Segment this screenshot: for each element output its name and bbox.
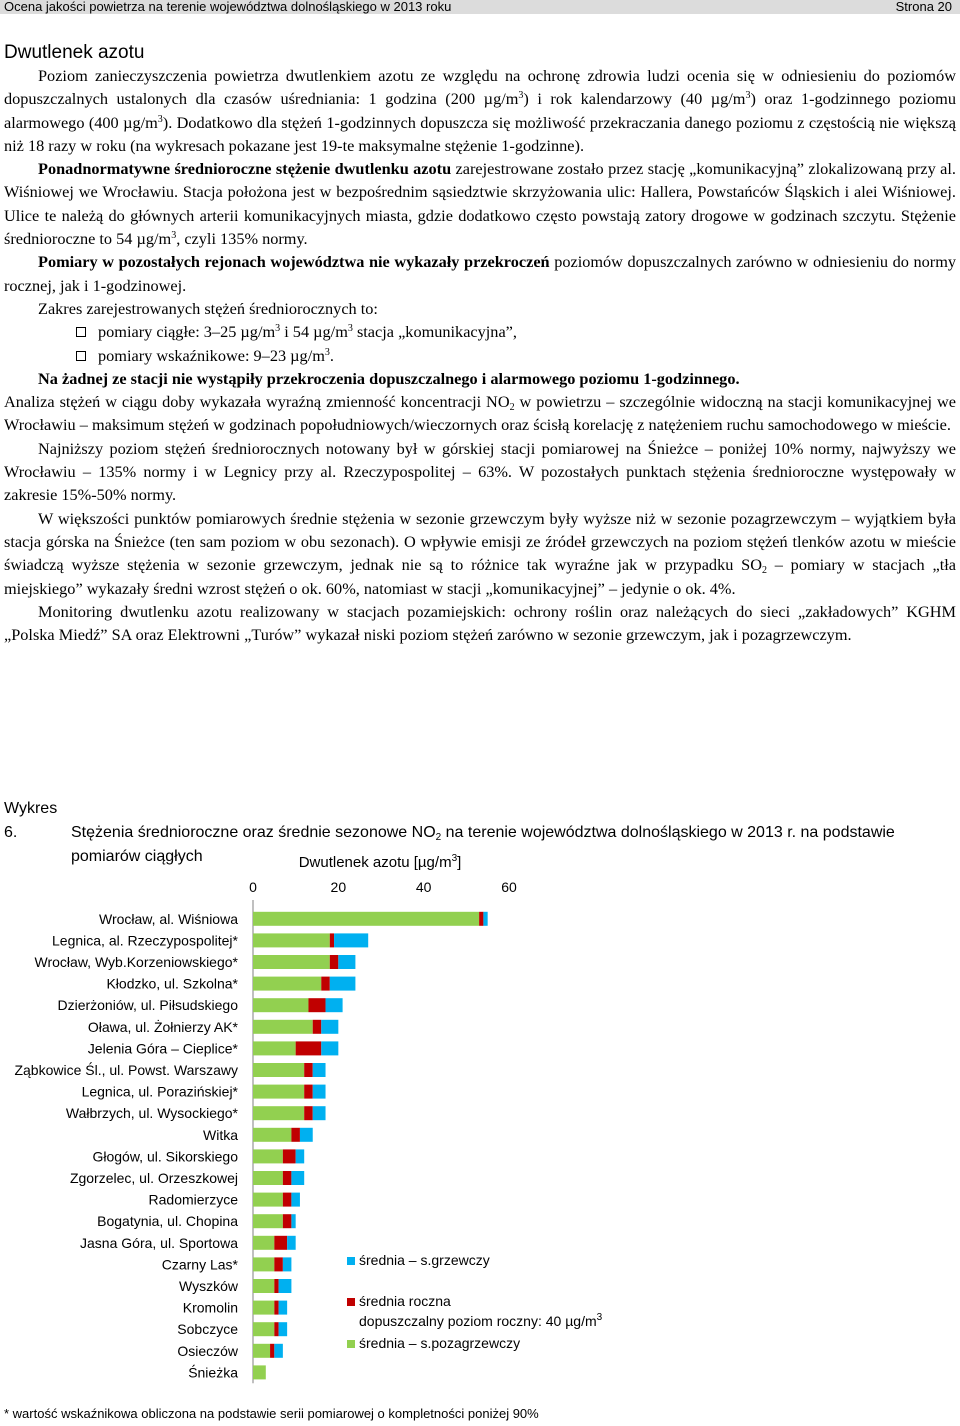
bar-pozagrzewczy [253,1085,304,1099]
legend-swatch-grzewczy [347,1257,355,1265]
paragraph: Poziom zanieczyszczenia powietrza dwutlenkiem azotu ze względu na ochronę zdrowia ludzi ocenia się w odniesieniu do poziomów dopuszczalnych ustalonych dla czasów uśredniania: 1 godzina (200 $\mu g/m^3$) i rok kalendarzowy (40 $\mu g/m^3$) oraz 1-godzinnego poziomu alarmowego (400 $\mu g/m^3$). Dodatkowo dla stężeń 1-godzinnych dopuszcza się możliwość przekraczania danego poziomu z częstością nie większą niż 18 razy w roku (na wykresach pokazane jest 19-te maksymalne stężenie 1-godzinne). [4,66,956,155]
bar-pozagrzewczy [253,1344,270,1358]
bar-roczna [274,1257,283,1271]
bar-grzewczy [300,1128,313,1142]
paragraph: Zakres zarejestrowanych stężeń średniorocznych to: [38,298,378,318]
legend-label: średnia – s.grzewczy [359,1252,490,1268]
footnote: * wartość wskaźnikowa obliczona na podstawie serii pomiarowej o kompletności poniżej 90% [4,1406,539,1421]
legend-swatch-pozagrzewczy [347,1340,355,1348]
bar-grzewczy [296,1149,305,1163]
bar-roczna [304,1085,313,1099]
bar-pozagrzewczy [253,1257,274,1271]
category-label: Kłodzko, ul. Szkolna* [106,975,238,992]
body-text [4,64,956,646]
checkbox-bullet-icon [76,351,86,361]
bar-roczna [283,1171,292,1185]
bar-pozagrzewczy [253,1063,304,1077]
paragraph: Ponadnormatywne średnioroczne stężenie dwutlenku azotu zarejestrowane zostało przez stację „komunikacyjną” zlokalizowaną przy al. Wiśniowej we Wrocławiu. Stacja położona jest w bezpośrednim sąsiedztwie skrzyżowania ulic: Hallera, Powstańców Śląskich i alei Wiśniowej. Ulice te należą do głównych arterii komunikacyjnych miasta, gdzie dodatkowo często powstają zatory drogowe w godzinach szczytu. Stężenie średnioroczne to 54 $\mu g/m^3$, czyli 135% normy. [4,159,956,249]
bar-grzewczy [313,1063,326,1077]
bar-pozagrzewczy [253,1214,283,1228]
bar-grzewczy [291,1193,300,1207]
checkbox-bullet-icon [76,327,86,337]
bar-roczna [274,1279,278,1293]
category-label: Czarny Las* [161,1256,238,1273]
bar-roczna [270,1344,274,1358]
legend-label: średnia – s.pozagrzewczy [359,1335,521,1351]
bar-grzewczy [279,1301,288,1315]
bar-pozagrzewczy [253,1041,296,1055]
figure-caption: Wykres 6. Stężenia średnioroczne oraz średnie sezonowe $NO_2$ na terenie województwa dolnośląskiego w 2013 r. na podstawie pomiarów ciągłych [4,800,895,865]
paragraph: Monitoring dwutlenku azotu realizowany w stacjach pozamiejskich: ochrony roślin oraz należących do sieci „zakładowych” KGHM „Polska Miedź” SA oraz Elektrowni „Turów” wykazał niski poziom stężeń zarówno w sezonie grzewczym, jak i pozagrzewczym. [4,601,956,645]
paragraph: Analiza stężeń w ciągu doby wykazała wyraźną zmienność koncentracji $NO_2$ w powietrzu – szczególnie widoczną na stacji komunikacyjnej we Wrocławiu – maksimum stężeń w godzinach popołudniowych/wieczornych oraz ścisłą korelację z natężeniem ruchu samochodowego w mieście. [4,392,956,435]
legend-limit-label: dopuszczalny poziom roczny: 40 $\mu g/m^3$ [359,1312,603,1329]
category-label: Legnica, ul. Porazińskiej* [81,1083,238,1100]
bar-roczna [274,1236,287,1250]
bar-grzewczy [321,1041,338,1055]
bar-grzewczy [338,955,355,969]
bar-pozagrzewczy [253,1301,274,1315]
bar-pozagrzewczy [253,977,321,991]
bar-roczna [296,1041,322,1055]
paragraph: Pomiary w pozostałych rejonach województwa nie wykazały przekroczeń poziomów dopuszczalnych zarówno w odniesieniu do normy rocznej, jak i 1-godzinowej. [4,252,956,295]
category-label: Jasna Góra, ul. Sportowa [80,1234,238,1251]
list-item: pomiary wskaźnikowe: 9–23 $\mu g/m^3$. [4,344,956,367]
list-item: pomiary ciągłe: 3–25 $\mu g/m^3$ i 54 $\mu g/m^3$ stacja „komunikacyjna”, [4,320,956,343]
paragraph: Najniższy poziom stężeń średniorocznych notowany był w górskiej stacji pomiarowej na Śnieżce – poniżej 10% normy, najwyższy we Wrocławiu – 135% normy i w Legnicy przy al. Rzeczypospolitej – 63%. W pozostałych punktach stężenia średnioroczne występowały w zakresie 15%-50% normy. [4,438,956,505]
bar-pozagrzewczy [253,1171,283,1185]
tick-label: 0 [249,879,257,895]
category-label: Wrocław, Wyb.Korzeniowskiego* [34,954,238,970]
bar-roczna [283,1214,292,1228]
no2-bar-chart [0,845,960,1400]
category-label: Bogatynia, ul. Chopina [97,1213,238,1230]
paragraph: W większości punktów pomiarowych średnie stężenia w sezonie grzewczym były wyższe niż w sezonie pozagrzewczym – wyjątkiem była stacja górska na Śnieżce (ten sam poziom w obu sezonach). O wpływie emisji ze źródeł grzewczych na poziom stężeń tlenków azotu w mieście świadczą wyższe stężenia w sezonie grzewczym, jednak nie są to różnice tak wyraźne jak w przypadku $SO_2$ – pomiary w stacjach „tła miejskiego” wykazały średni wzrost stężeń o ok. 60%, natomiast w stacji „komunikacyjnej” – jedynie o ok. 4%. [4,508,956,598]
bar-roczna [330,955,339,969]
category-label: Wyszków [179,1278,238,1294]
bar-grzewczy [287,1236,296,1250]
category-label: Legnica, al. Rzeczypospolitej* [52,932,238,949]
bar-pozagrzewczy [253,933,330,947]
bar-pozagrzewczy [253,1365,266,1379]
bar-grzewczy [321,1020,338,1034]
category-label: Zgorzelec, ul. Orzeszkowej [69,1170,238,1186]
bar-roczna [479,912,483,926]
paragraph: Na żadnej ze stacji nie wystąpiły przekroczenia dopuszczalnego i alarmowego poziomu 1-godzinnego. [38,368,740,388]
category-label: Ząbkowice Śl., ul. Powst. Warszawy [14,1062,238,1078]
bar-roczna [330,933,334,947]
bar-pozagrzewczy [253,1279,274,1293]
bar-pozagrzewczy [253,1149,283,1163]
category-label: Oława, ul. Żołnierzy AK* [87,1018,238,1035]
bar-roczna [308,998,325,1012]
section-title: Dwutlenek azotu [4,42,145,63]
category-label: Radomierzyce [148,1191,238,1208]
bar-grzewczy [283,1257,292,1271]
bar-pozagrzewczy [253,955,330,969]
bar-grzewczy [326,998,343,1012]
bar-roczna [313,1020,322,1034]
category-label: Sobczyce [177,1321,238,1338]
bar-pozagrzewczy [253,1236,274,1250]
bar-roczna [283,1193,292,1207]
legend-swatch-roczna [347,1298,355,1306]
legend-label: średnia roczna [359,1293,451,1309]
bar-roczna [304,1106,313,1120]
bar-grzewczy [334,933,368,947]
bar-roczna [304,1063,313,1077]
bar-roczna [321,977,330,991]
bar-grzewczy [483,912,487,926]
chart-title: Dwutlenek azotu $[\mu g/m^3]$ [298,853,462,871]
tick-label: 40 [415,879,432,895]
bar-pozagrzewczy [253,1128,291,1142]
bar-pozagrzewczy [253,1106,304,1120]
bar-pozagrzewczy [253,998,308,1012]
bar-roczna [291,1128,300,1142]
document-title: Ocena jakości powietrza na terenie województwa dolnośląskiego w 2013 roku [4,0,452,14]
bar-grzewczy [313,1085,326,1099]
bar-roczna [274,1322,278,1336]
category-label: Głogów, ul. Sikorskiego [92,1148,238,1165]
tick-label: 60 [501,879,517,895]
page-header [0,0,960,14]
category-label: Osieczów [177,1342,238,1359]
category-label: Jelenia Góra – Cieplice* [87,1040,238,1057]
tick-label: 20 [330,879,347,895]
bar-grzewczy [291,1171,304,1185]
bar-grzewczy [274,1344,283,1358]
category-label: Witka [203,1126,238,1143]
bar-roczna [283,1149,296,1163]
bar-grzewczy [279,1279,292,1293]
page-number: Strona 20 [895,0,952,14]
category-label: Dzierżoniów, ul. Piłsudskiego [57,997,238,1014]
bar-pozagrzewczy [253,1322,274,1336]
bar-pozagrzewczy [253,1020,313,1034]
bar-pozagrzewczy [253,1193,283,1207]
bar-grzewczy [279,1322,288,1336]
bar-grzewczy [330,977,356,991]
category-label: Wrocław, al. Wiśniowa [98,910,238,927]
category-label: Śnieżka [188,1364,238,1381]
bar-grzewczy [313,1106,326,1120]
bar-roczna [274,1301,278,1315]
bar-pozagrzewczy [253,912,479,926]
category-label: Wałbrzych, ul. Wysockiego* [65,1105,238,1122]
bar-grzewczy [291,1214,295,1228]
category-label: Kromolin [182,1299,238,1316]
